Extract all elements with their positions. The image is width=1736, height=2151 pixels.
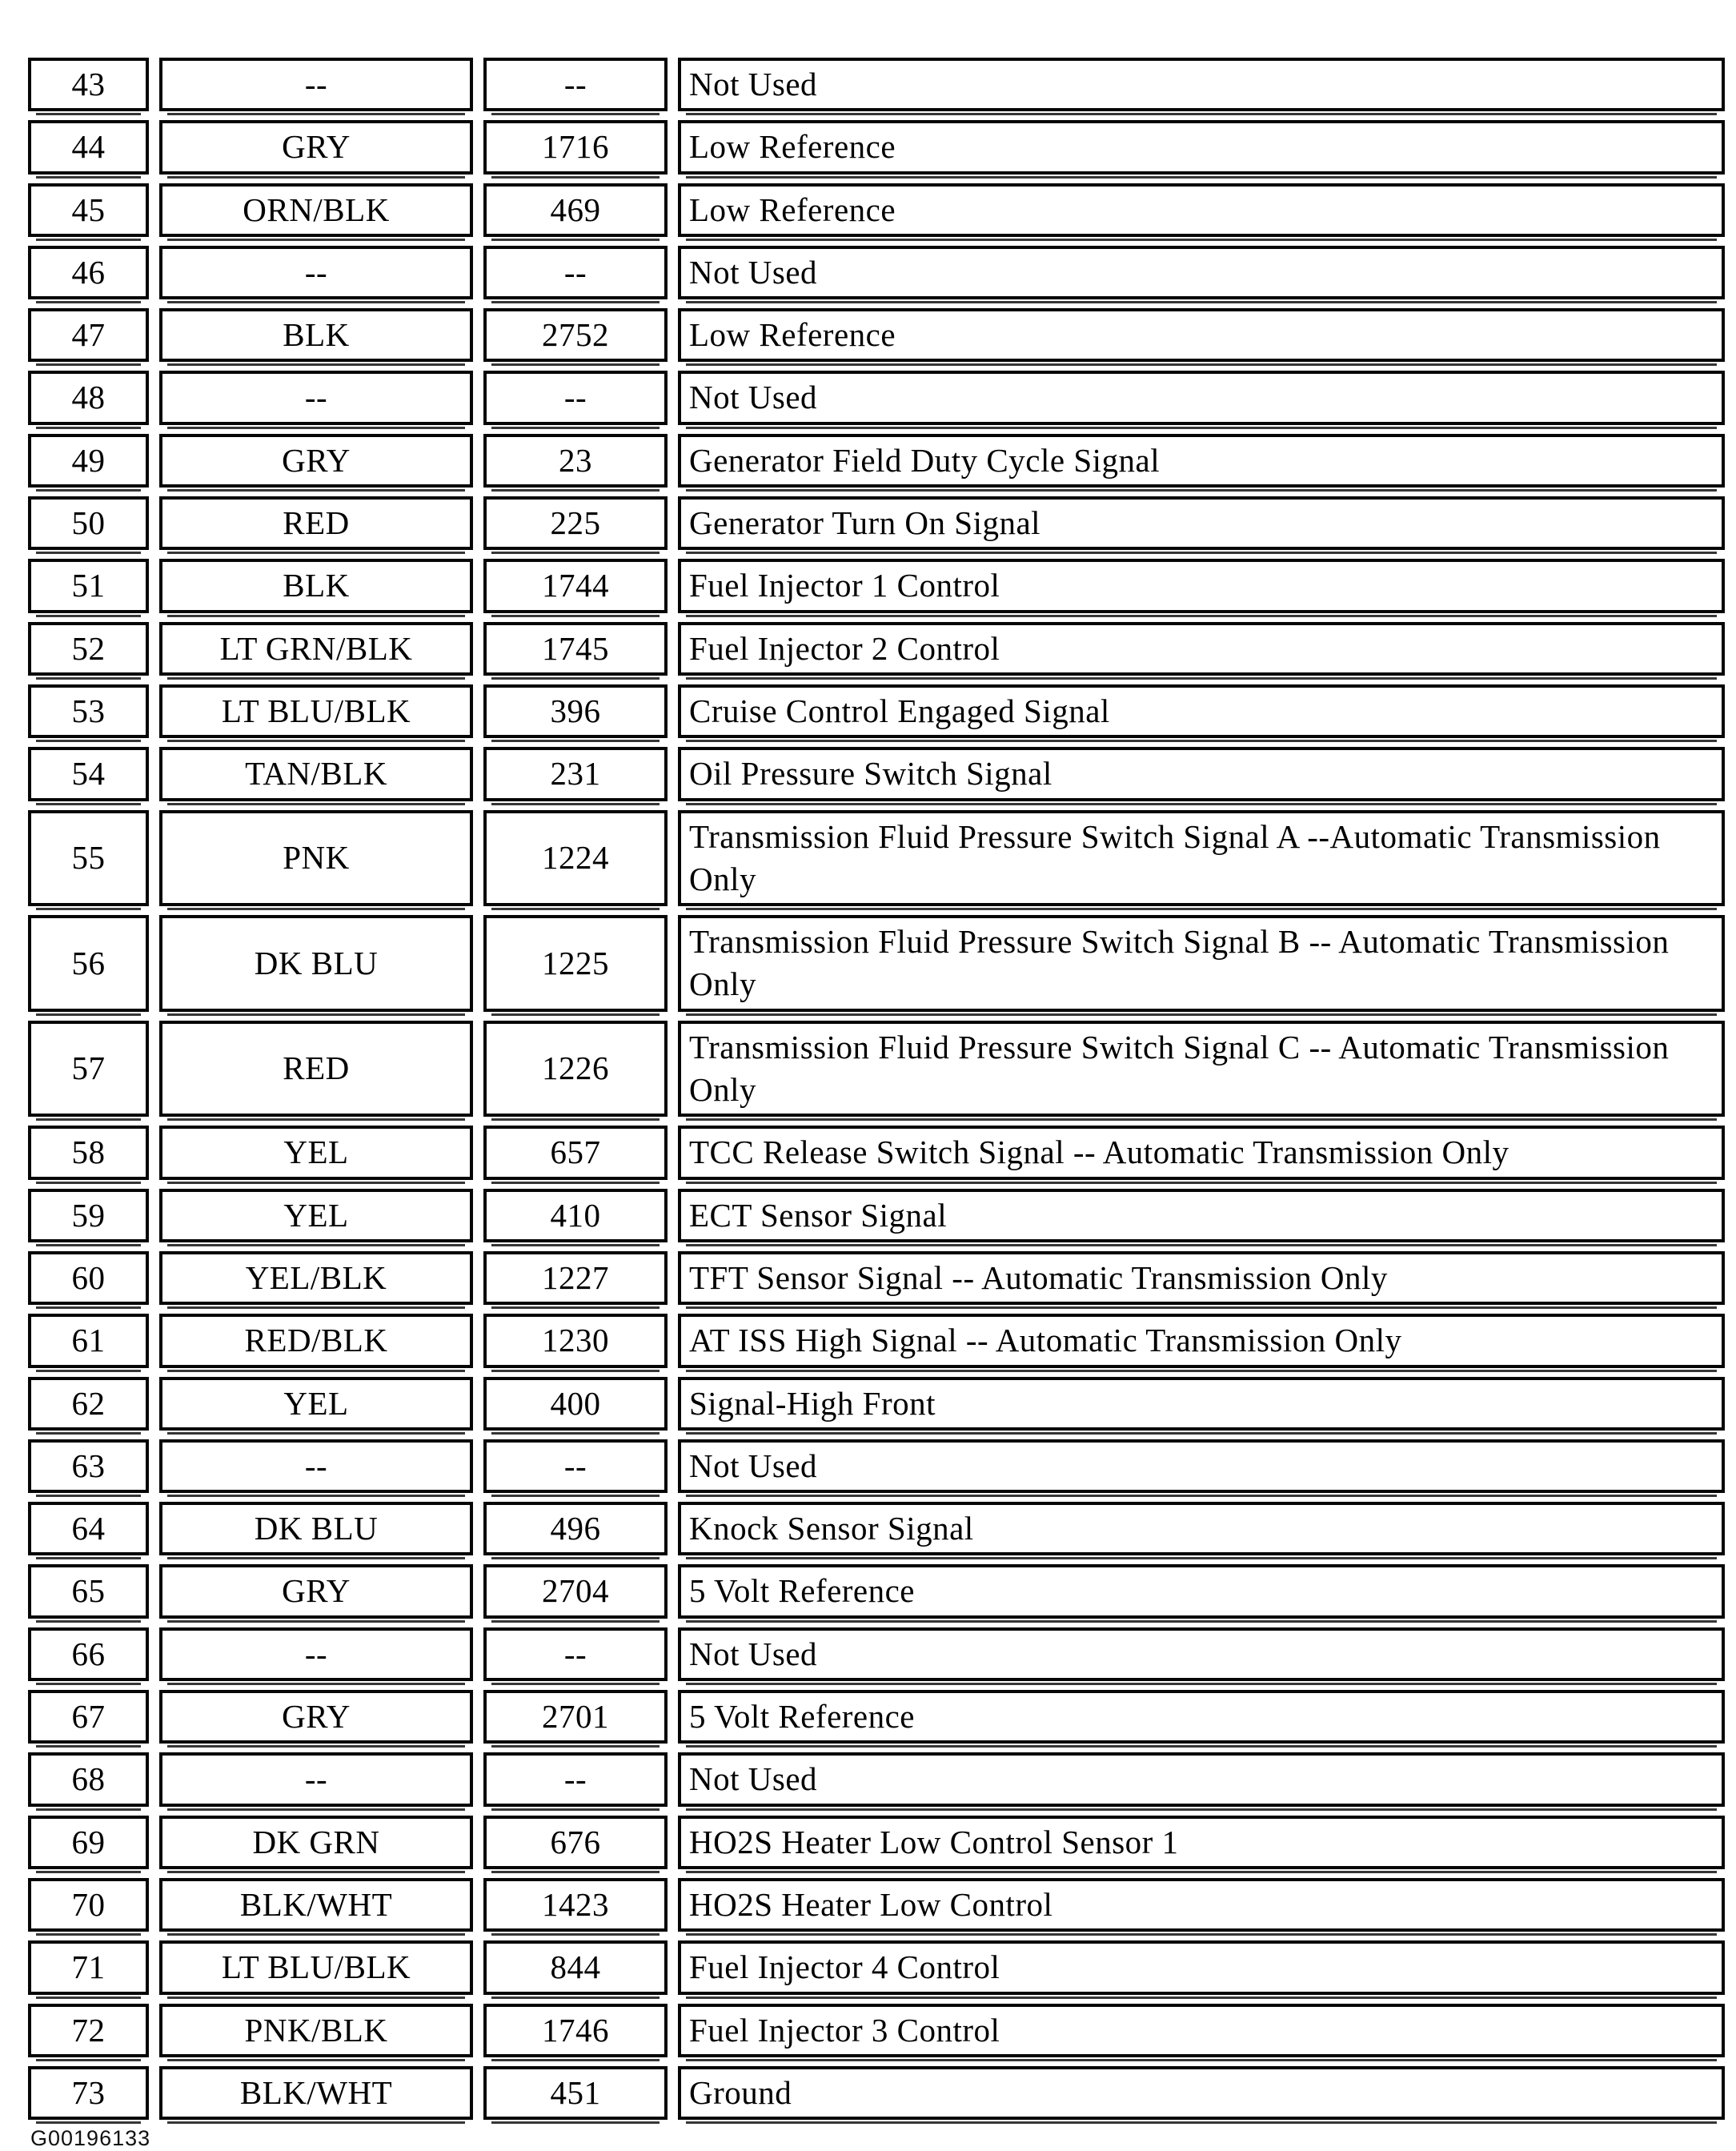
function-cell: Transmission Fluid Pressure Switch Signal A --Automatic Transmission Only <box>678 810 1725 907</box>
figure-id-label: G00196133 <box>30 2126 151 2151</box>
function-cell: Fuel Injector 3 Control <box>678 2004 1725 2057</box>
circuit-number-cell: -- <box>483 1627 668 1681</box>
pinout-row <box>28 246 1725 299</box>
wire-color-cell: -- <box>159 58 473 111</box>
pinout-row <box>28 1878 1725 1932</box>
circuit-number-cell: -- <box>483 1752 668 1806</box>
wire-color-cell: -- <box>159 371 473 424</box>
pin-number-cell: 45 <box>28 183 149 237</box>
function-cell: Not Used <box>678 371 1725 424</box>
function-cell: Fuel Injector 2 Control <box>678 622 1725 676</box>
pin-number-cell: 56 <box>28 915 149 1012</box>
pin-number-cell: 49 <box>28 434 149 488</box>
circuit-number-cell: 451 <box>483 2066 668 2120</box>
function-cell: HO2S Heater Low Control Sensor 1 <box>678 1816 1725 1869</box>
pin-number-cell: 63 <box>28 1439 149 1493</box>
pin-number-cell: 72 <box>28 2004 149 2057</box>
pin-number-cell: 67 <box>28 1690 149 1744</box>
circuit-number-cell: 225 <box>483 496 668 550</box>
pin-number-cell: 51 <box>28 559 149 612</box>
circuit-number-cell: 2752 <box>483 308 668 362</box>
wire-color-cell: BLK <box>159 308 473 362</box>
pin-number-cell: 61 <box>28 1314 149 1367</box>
pin-number-cell: 55 <box>28 810 149 907</box>
pinout-row <box>28 183 1725 237</box>
circuit-number-cell: 1224 <box>483 810 668 907</box>
wire-color-cell: YEL/BLK <box>159 1251 473 1305</box>
function-cell: Signal-High Front <box>678 1377 1725 1431</box>
function-cell: Cruise Control Engaged Signal <box>678 684 1725 738</box>
pinout-row <box>28 1502 1725 1555</box>
circuit-number-cell: 1746 <box>483 2004 668 2057</box>
pinout-row <box>28 1752 1725 1806</box>
wire-color-cell: BLK/WHT <box>159 1878 473 1932</box>
circuit-number-cell: 410 <box>483 1189 668 1242</box>
pinout-row <box>28 434 1725 488</box>
function-cell: Transmission Fluid Pressure Switch Signal B -- Automatic Transmission Only <box>678 915 1725 1012</box>
function-cell: TFT Sensor Signal -- Automatic Transmission Only <box>678 1251 1725 1305</box>
pinout-row <box>28 58 1725 111</box>
circuit-number-cell: 1716 <box>483 120 668 174</box>
pin-number-cell: 69 <box>28 1816 149 1869</box>
function-cell: AT ISS High Signal -- Automatic Transmission Only <box>678 1314 1725 1367</box>
wire-color-cell: -- <box>159 1627 473 1681</box>
circuit-number-cell: 1226 <box>483 1021 668 1118</box>
pinout-row <box>28 1690 1725 1744</box>
pinout-row <box>28 1627 1725 1681</box>
pin-number-cell: 71 <box>28 1940 149 1994</box>
wire-color-cell: GRY <box>159 1690 473 1744</box>
function-cell: Not Used <box>678 246 1725 299</box>
wire-color-cell: -- <box>159 246 473 299</box>
pinout-row <box>28 1314 1725 1367</box>
pin-number-cell: 53 <box>28 684 149 738</box>
circuit-number-cell: -- <box>483 371 668 424</box>
circuit-number-cell: 469 <box>483 183 668 237</box>
pin-number-cell: 62 <box>28 1377 149 1431</box>
function-cell: 5 Volt Reference <box>678 1564 1725 1618</box>
function-cell: Ground <box>678 2066 1725 2120</box>
pin-number-cell: 46 <box>28 246 149 299</box>
connector-pinout-table <box>28 58 1725 2120</box>
pinout-row <box>28 1439 1725 1493</box>
pin-number-cell: 65 <box>28 1564 149 1618</box>
wire-color-cell: -- <box>159 1439 473 1493</box>
pinout-row <box>28 622 1725 676</box>
function-cell: Knock Sensor Signal <box>678 1502 1725 1555</box>
pin-number-cell: 60 <box>28 1251 149 1305</box>
function-cell: Oil Pressure Switch Signal <box>678 747 1725 801</box>
circuit-number-cell: -- <box>483 58 668 111</box>
circuit-number-cell: -- <box>483 246 668 299</box>
circuit-number-cell: 1745 <box>483 622 668 676</box>
function-cell: Not Used <box>678 1627 1725 1681</box>
wire-color-cell: PNK/BLK <box>159 2004 473 2057</box>
circuit-number-cell: 396 <box>483 684 668 738</box>
function-cell: ECT Sensor Signal <box>678 1189 1725 1242</box>
pinout-row <box>28 1377 1725 1431</box>
pinout-row <box>28 120 1725 174</box>
wire-color-cell: LT BLU/BLK <box>159 684 473 738</box>
pin-number-cell: 52 <box>28 622 149 676</box>
function-cell: Low Reference <box>678 183 1725 237</box>
pin-number-cell: 64 <box>28 1502 149 1555</box>
pin-number-cell: 50 <box>28 496 149 550</box>
circuit-number-cell: 231 <box>483 747 668 801</box>
circuit-number-cell: 1230 <box>483 1314 668 1367</box>
circuit-number-cell: 400 <box>483 1377 668 1431</box>
pin-number-cell: 70 <box>28 1878 149 1932</box>
wire-color-cell: TAN/BLK <box>159 747 473 801</box>
function-cell: Fuel Injector 1 Control <box>678 559 1725 612</box>
circuit-number-cell: 23 <box>483 434 668 488</box>
wire-color-cell: YEL <box>159 1126 473 1179</box>
function-cell: TCC Release Switch Signal -- Automatic Transmission Only <box>678 1126 1725 1179</box>
pin-number-cell: 44 <box>28 120 149 174</box>
circuit-number-cell: 496 <box>483 1502 668 1555</box>
wire-color-cell: DK BLU <box>159 1502 473 1555</box>
circuit-number-cell: -- <box>483 1439 668 1493</box>
pinout-row <box>28 2066 1725 2120</box>
wire-color-cell: YEL <box>159 1377 473 1431</box>
function-cell: Transmission Fluid Pressure Switch Signal C -- Automatic Transmission Only <box>678 1021 1725 1118</box>
pinout-row <box>28 1126 1725 1179</box>
function-cell: Low Reference <box>678 308 1725 362</box>
pinout-row <box>28 371 1725 424</box>
circuit-number-cell: 844 <box>483 1940 668 1994</box>
function-cell: Not Used <box>678 1752 1725 1806</box>
circuit-number-cell: 1227 <box>483 1251 668 1305</box>
function-cell: Low Reference <box>678 120 1725 174</box>
wire-color-cell: RED <box>159 496 473 550</box>
wire-color-cell: GRY <box>159 434 473 488</box>
circuit-number-cell: 2704 <box>483 1564 668 1618</box>
pin-number-cell: 48 <box>28 371 149 424</box>
function-cell: Generator Field Duty Cycle Signal <box>678 434 1725 488</box>
pinout-row <box>28 747 1725 801</box>
pin-number-cell: 68 <box>28 1752 149 1806</box>
pinout-row <box>28 915 1725 1012</box>
pin-number-cell: 43 <box>28 58 149 111</box>
circuit-number-cell: 1225 <box>483 915 668 1012</box>
wire-color-cell: GRY <box>159 120 473 174</box>
circuit-number-cell: 676 <box>483 1816 668 1869</box>
wire-color-cell: RED <box>159 1021 473 1118</box>
pin-number-cell: 57 <box>28 1021 149 1118</box>
wire-color-cell: LT BLU/BLK <box>159 1940 473 1994</box>
wire-color-cell: GRY <box>159 1564 473 1618</box>
wire-color-cell: BLK <box>159 559 473 612</box>
wire-color-cell: YEL <box>159 1189 473 1242</box>
circuit-number-cell: 657 <box>483 1126 668 1179</box>
circuit-number-cell: 1423 <box>483 1878 668 1932</box>
pinout-row <box>28 559 1725 612</box>
function-cell: Fuel Injector 4 Control <box>678 1940 1725 1994</box>
function-cell: Not Used <box>678 58 1725 111</box>
wire-color-cell: PNK <box>159 810 473 907</box>
circuit-number-cell: 1744 <box>483 559 668 612</box>
circuit-number-cell: 2701 <box>483 1690 668 1744</box>
pinout-row <box>28 496 1725 550</box>
pinout-row <box>28 1816 1725 1869</box>
pin-number-cell: 59 <box>28 1189 149 1242</box>
pinout-row <box>28 810 1725 907</box>
wire-color-cell: ORN/BLK <box>159 183 473 237</box>
pinout-row <box>28 684 1725 738</box>
function-cell: HO2S Heater Low Control <box>678 1878 1725 1932</box>
pin-number-cell: 66 <box>28 1627 149 1681</box>
wire-color-cell: LT GRN/BLK <box>159 622 473 676</box>
function-cell: 5 Volt Reference <box>678 1690 1725 1744</box>
pinout-row <box>28 308 1725 362</box>
pinout-row <box>28 1940 1725 1994</box>
pinout-row <box>28 1189 1725 1242</box>
wire-color-cell: DK GRN <box>159 1816 473 1869</box>
pin-number-cell: 47 <box>28 308 149 362</box>
wire-color-cell: RED/BLK <box>159 1314 473 1367</box>
pinout-row <box>28 1021 1725 1118</box>
pin-number-cell: 58 <box>28 1126 149 1179</box>
wire-color-cell: -- <box>159 1752 473 1806</box>
function-cell: Not Used <box>678 1439 1725 1493</box>
wire-color-cell: DK BLU <box>159 915 473 1012</box>
pinout-row <box>28 1251 1725 1305</box>
pinout-row <box>28 2004 1725 2057</box>
function-cell: Generator Turn On Signal <box>678 496 1725 550</box>
pin-number-cell: 54 <box>28 747 149 801</box>
wire-color-cell: BLK/WHT <box>159 2066 473 2120</box>
pin-number-cell: 73 <box>28 2066 149 2120</box>
pinout-row <box>28 1564 1725 1618</box>
